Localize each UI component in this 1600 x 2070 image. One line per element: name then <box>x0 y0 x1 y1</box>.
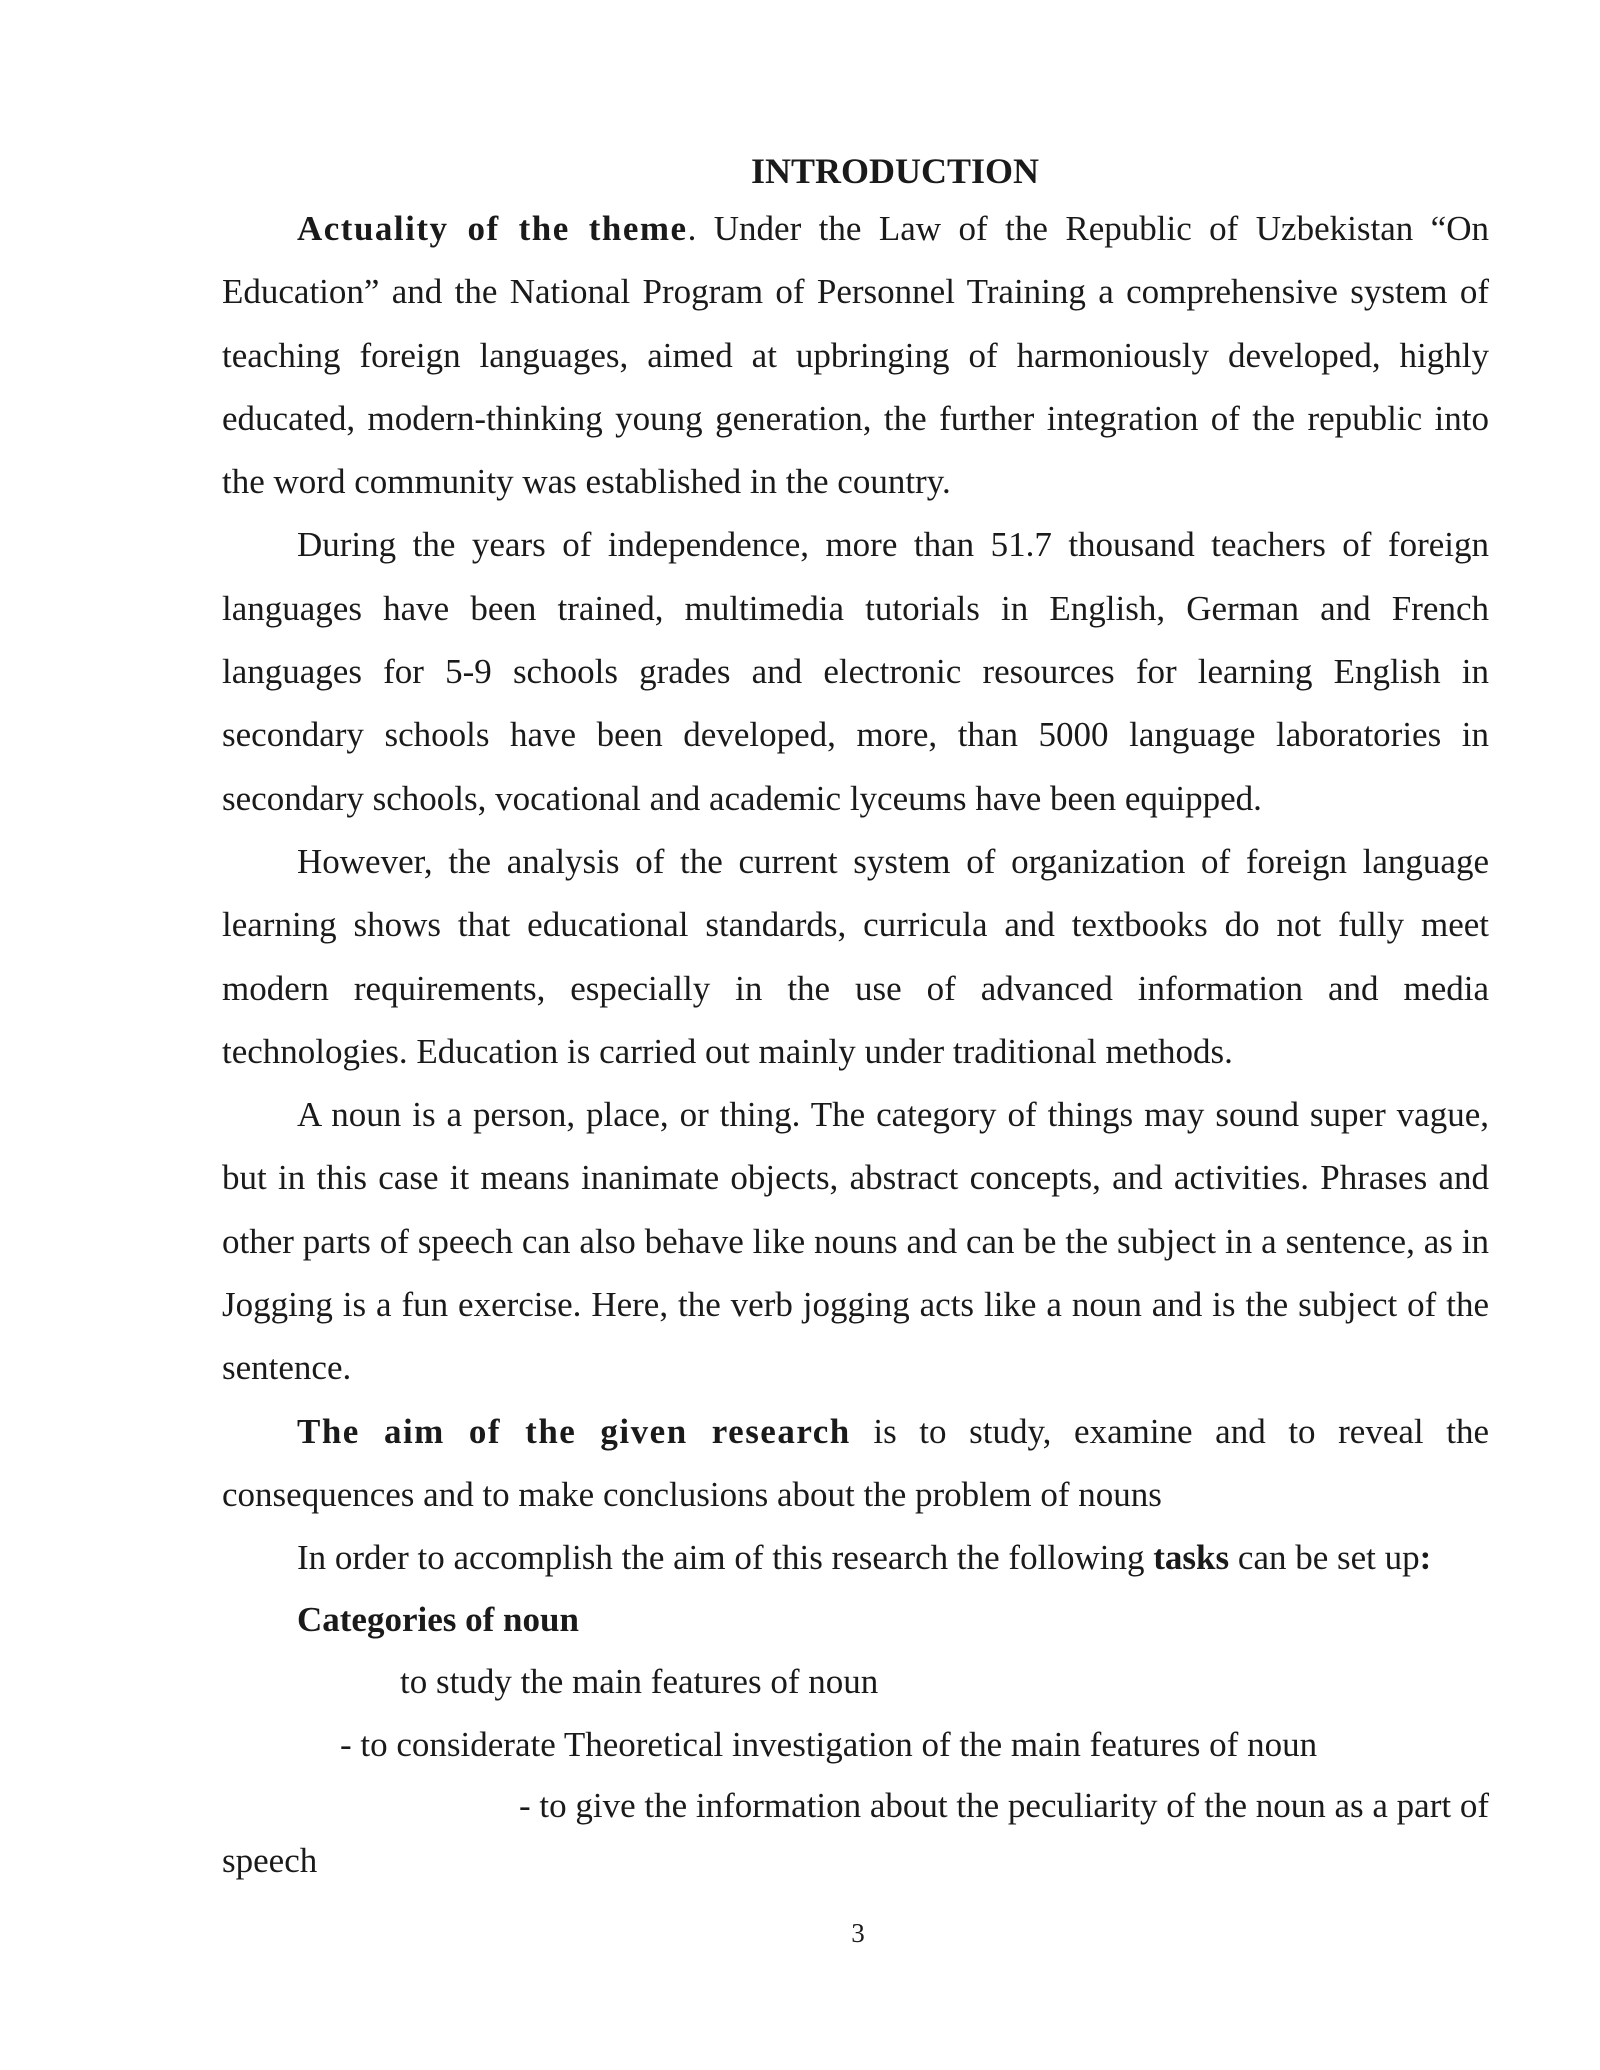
paragraph-lead-punct: . <box>687 209 697 248</box>
tasks-colon: : <box>1419 1538 1432 1578</box>
task-item-2: - to considerate Theoretical investigation of the main features of noun <box>340 1724 1318 1764</box>
task-item-3: - to give the information about the peculiarity of the noun as a part of <box>519 1786 1489 1826</box>
paragraph-text-actuality: Under the Law of the Republic of Uzbekistan “On Education” and the National Program of Personnel Training a comprehensive system of teaching foreign languages, aimed at upbringing of harmoniously developed, highly educated, modern-thinking young generation, the further integration of the republic into the word community was established in the country. <box>222 209 1489 502</box>
subheading-text: Categories of noun <box>297 1599 579 1639</box>
paragraph-independence: During the years of independence, more than 51.7 thousand teachers of foreign languages have been trained, multimedia tutorials in English, German and French languages for 5-9 schools grades and electronic resources for learning English in secondary schools have been developed, more, than 5000 language laboratories in secondary schools, vocational and academic lyceums have been equipped. <box>222 525 1489 818</box>
page-number: 3 <box>851 1918 865 1948</box>
task-item-1: to study the main features of noun <box>400 1661 879 1701</box>
paragraph-analysis: However, the analysis of the current system of organization of foreign language learning shows that educational standards, curricula and textbooks do not fully meet modern requirements, especially in the use of advanced information and media technologies. Education is carried out mainly under traditional methods. <box>222 841 1489 1071</box>
paragraph-tasks <box>222 1526 1489 1589</box>
paragraph-aim <box>222 1400 1489 1527</box>
tasks-text-before: In order to accomplish the aim of this research the following <box>297 1538 1154 1578</box>
task-item-3-continued: speech <box>222 1841 318 1881</box>
paragraph-lead-aim: The aim of the given research <box>297 1411 851 1451</box>
paragraph-text-aim: is to study, examine and to reveal the consequences and to make conclusions about the problem of nouns <box>222 1411 1489 1514</box>
tasks-text-after: can be set up <box>1229 1538 1420 1578</box>
body-text <box>222 197 1489 1886</box>
page-heading: INTRODUCTION <box>750 151 1040 191</box>
paragraph-lead-actuality: Actuality of the theme <box>297 209 688 248</box>
paragraph-noun-definition: A noun is a person, place, or thing. The category of things may sound super vague, but in this case it means inanimate objects, abstract concepts, and activities. Phrases and other parts of speech can also behave like nouns and can be the subject in a sentence, as in Jogging is a fun exercise. Here, the verb jogging acts like a noun and is the subject of the sentence. <box>222 1095 1489 1388</box>
paragraph-actuality <box>222 197 1489 513</box>
tasks-bold: tasks <box>1153 1538 1230 1578</box>
subheading-categories <box>222 1590 1489 1650</box>
